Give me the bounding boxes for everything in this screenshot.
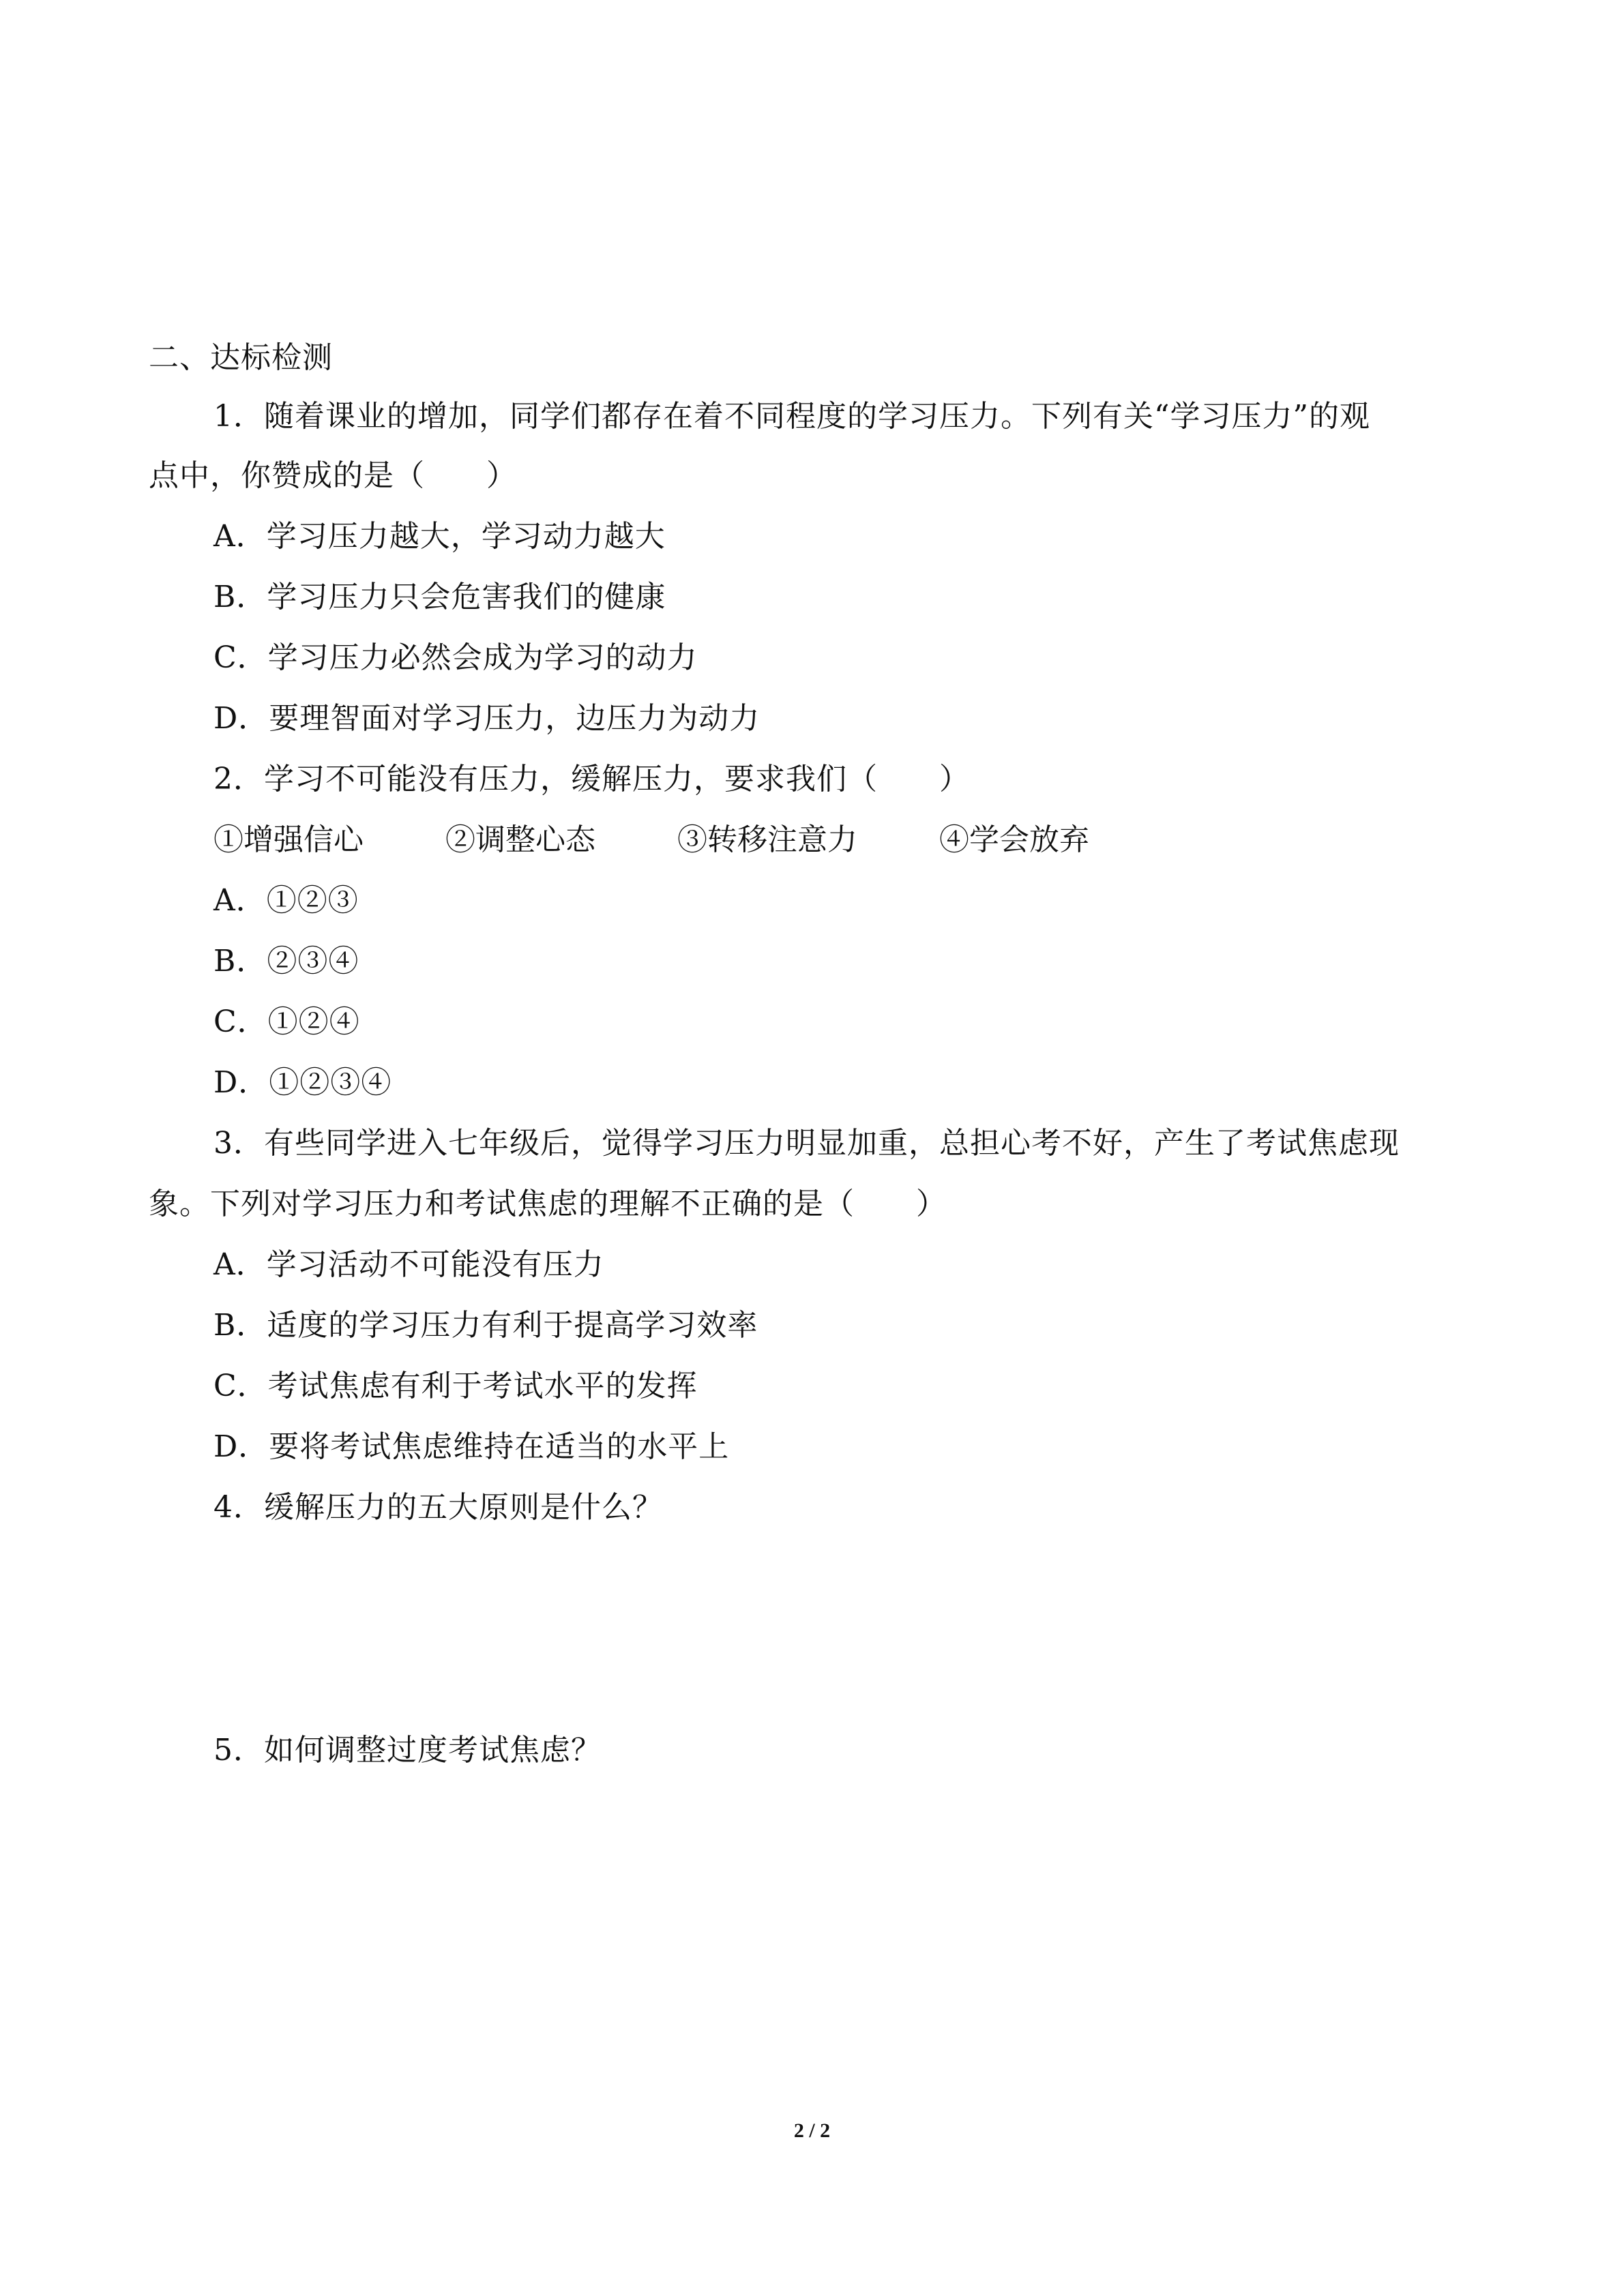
- question-1-stem-line-1: 1．随着课业的增加，同学们都存在着不同程度的学习压力。下列有关“学习压力”的观: [213, 399, 1370, 434]
- question-3-option-d: D．要将考试焦虑维持在适当的水平上: [213, 1429, 730, 1464]
- statement-4: ④学会放弃: [939, 822, 1089, 857]
- question-2-option-b: B．②③④: [213, 944, 359, 979]
- statement-2: ②调整心态: [445, 822, 595, 857]
- statement-3: ③转移注意力: [677, 822, 857, 857]
- question-1-option-d: D．要理智面对学习压力，边压力为动力: [213, 701, 761, 736]
- question-3-option-c: C．考试焦虑有利于考试水平的发挥: [213, 1369, 698, 1403]
- question-1-option-a: A．学习压力越大，学习动力越大: [213, 519, 666, 554]
- question-1-option-c: C．学习压力必然会成为学习的动力: [213, 640, 698, 675]
- page-number: 2 / 2: [793, 2119, 831, 2142]
- question-1-option-b: B．学习压力只会危害我们的健康: [213, 580, 666, 614]
- question-1-stem-line-2: 点中，你赞成的是（ ）: [149, 458, 517, 493]
- question-3-stem-line-1: 3．有些同学进入七年级后，觉得学习压力明显加重，总担心考不好，产生了考试焦虑现: [213, 1126, 1400, 1161]
- question-2-option-c: C．①②④: [213, 1004, 360, 1039]
- question-4-stem: 4．缓解压力的五大原则是什么？: [213, 1490, 663, 1525]
- question-3-option-b: B．适度的学习压力有利于提高学习效率: [213, 1308, 758, 1343]
- question-2-option-a: A．①②③: [213, 883, 359, 918]
- question-3-option-a: A．学习活动不可能没有压力: [213, 1247, 604, 1282]
- question-2-statements: [213, 820, 1089, 861]
- question-3-stem-line-2: 象。下列对学习压力和考试焦虑的理解不正确的是（ ）: [149, 1187, 947, 1221]
- section-title: 二、达标检测: [149, 340, 333, 375]
- question-2-stem: 2．学习不可能没有压力，缓解压力，要求我们（ ）: [213, 762, 970, 796]
- statement-1: ①增强信心: [213, 822, 364, 857]
- question-2-option-d: D．①②③④: [213, 1065, 392, 1100]
- question-5-stem: 5．如何调整过度考试焦虑？: [213, 1733, 602, 1768]
